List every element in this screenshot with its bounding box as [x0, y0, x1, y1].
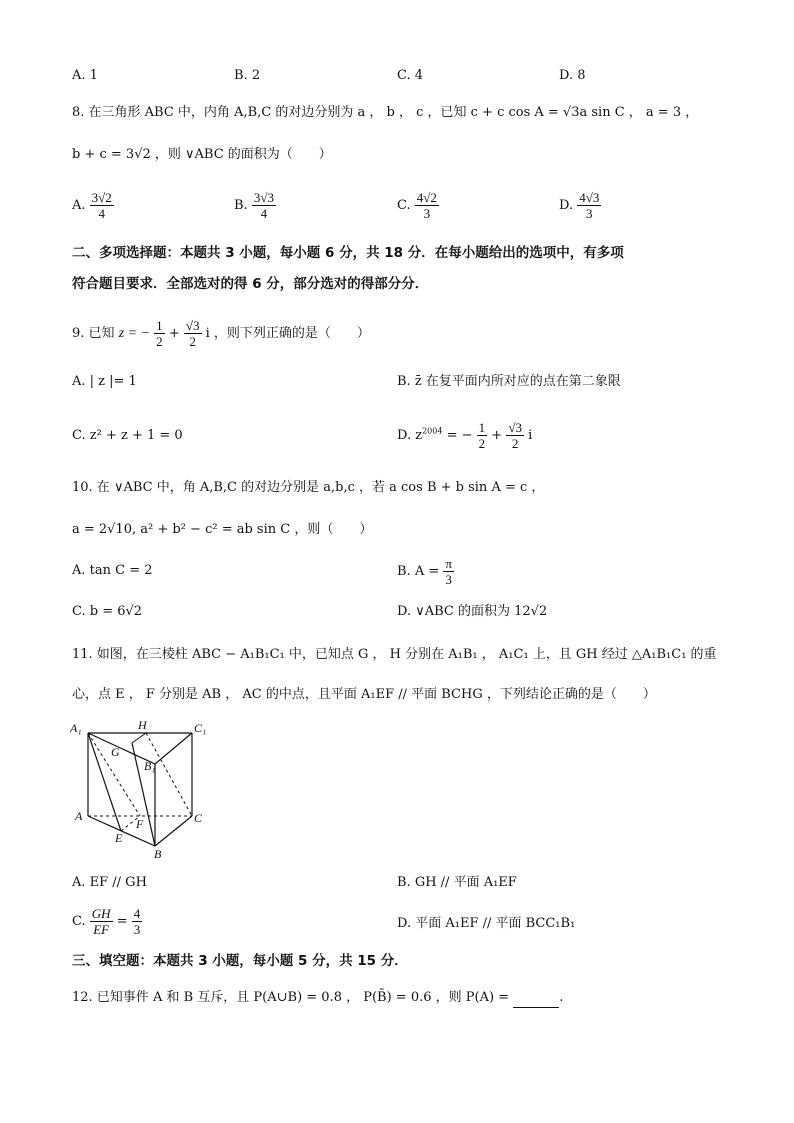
q9-fraction-1 [154, 318, 165, 349]
label-b1: B₁ [144, 759, 156, 773]
label-h: H [138, 718, 147, 732]
q8-b-den: 4 [260, 206, 268, 221]
q9-d-mid: = − [442, 428, 473, 443]
q10-b-prefix: B. A = [397, 564, 440, 579]
label-e: E [115, 831, 123, 845]
q8-option-a-fraction [90, 190, 114, 221]
q9-d-prefix: D. z [397, 428, 423, 443]
q11-c-den: EF [93, 922, 110, 937]
q10-b-den: 3 [445, 572, 452, 587]
q8-stem-line1: 8. 在三角形 ABC 中，内角 A,B,C 的对边分别为 a ， b ， c ，已知 c + c cos A = √3a sin C ， a = 3 ， [72, 105, 699, 120]
q11-c-fraction-1 [90, 906, 113, 937]
q8-option-b [234, 190, 276, 221]
q9-option-a: A. | z |= 1 [72, 374, 137, 389]
q8-option-a-label: A. [72, 198, 86, 213]
q9-stem [72, 318, 370, 349]
q8-option-b-fraction [252, 190, 276, 221]
q11-option-a: A. EF // GH [72, 875, 147, 890]
q10-stem-line2: a = 2√10, a² + b² − c² = ab sin C ，则（ ） [72, 522, 373, 537]
q9-d-fraction-1 [477, 420, 488, 451]
q9-d-f1-num: 1 [478, 420, 486, 435]
label-c: C [194, 811, 203, 825]
q11-option-b: B. GH // 平面 A₁EF [397, 875, 517, 890]
label-a1: A₁ [70, 721, 82, 735]
q9-prefix: 9. 已知 [72, 326, 115, 341]
q8-option-d-fraction [577, 190, 601, 221]
q8-d-num: 4√3 [579, 190, 600, 205]
q8-option-d [559, 190, 601, 221]
q8-d-den: 3 [586, 206, 593, 221]
q12-prefix: 12. 已知事件 A 和 B 互斥，且 P(A∪B) = 0.8 ， P(B̄) = 0.6 ，则 P(A) = [72, 990, 510, 1005]
q9-d-f2-num: √3 [508, 420, 522, 435]
q8-option-a [72, 190, 114, 221]
q7-option-a: A. 1 [72, 68, 98, 83]
q8-a-den: 4 [98, 206, 105, 221]
q11-c-num: GH [91, 906, 111, 921]
q9-d-plus: + [491, 428, 503, 443]
q7-option-d: D. 8 [559, 68, 586, 83]
q10-stem-line1: 10. 在 ∨ABC 中，角 A,B,C 的对边分别是 a,b,c ，若 a cos B + b sin A = c ， [72, 480, 545, 495]
label-b: B [154, 847, 162, 861]
q8-option-c-label: C. [397, 198, 411, 213]
q8-b-num: 3√3 [253, 190, 274, 205]
q10-b-fraction [443, 556, 454, 587]
q9-d-f1-den: 2 [478, 436, 486, 451]
q9-fraction-2 [184, 318, 202, 349]
q8-stem-line2: b + c = 3√2 ，则 ∨ABC 的面积为（ ） [72, 147, 332, 162]
q11-c-eq: = [116, 914, 128, 929]
label-c1: C₁ [194, 721, 207, 735]
edge-b-c [155, 816, 192, 846]
q9-option-b: B. z̄ 在复平面内所对应的点在第二象限 [397, 374, 621, 389]
q11-option-d: D. 平面 A₁EF // 平面 BCC₁B₁ [397, 916, 576, 931]
q8-a-num: 3√2 [91, 190, 112, 205]
q8-option-b-label: B. [234, 198, 248, 213]
q11-c-den2: 3 [133, 922, 141, 937]
q8-c-num: 4√2 [416, 190, 437, 205]
q11-option-c [72, 906, 142, 937]
q9-f1-den: 2 [156, 334, 163, 349]
section3-heading: 三、填空题：本题共 3 小题，每小题 5 分，共 15 分． [72, 953, 408, 969]
label-f: F [136, 817, 144, 831]
q9-d-suffix: i [528, 428, 533, 443]
q8-option-c-fraction [415, 190, 439, 221]
q8-option-d-label: D. [559, 198, 574, 213]
q12-suffix: . [559, 990, 564, 1005]
q9-d-exponent: 2004 [422, 426, 443, 436]
q9-f2-den: 2 [189, 334, 196, 349]
q9-d-f2-den: 2 [511, 436, 519, 451]
q11-c-fraction-2 [132, 906, 143, 937]
segment-g-h [132, 733, 146, 743]
q8-option-c [397, 190, 439, 221]
q11-stem-line1: 11. 如图，在三棱柱 ABC − A₁B₁C₁ 中，已知点 G ， H 分别在 A₁B₁ ， A₁C₁ 上，且 GH 经过 △A₁B₁C₁ 的重 [72, 647, 717, 662]
section2-heading-line1: 二、多项选择题：本题共 3 小题，每小题 6 分，共 18 分．在每小题给出的选项中，有多项 [72, 245, 624, 261]
label-a: A [75, 809, 83, 823]
q11-c-num2: 4 [133, 906, 141, 921]
q9-d-fraction-2 [506, 420, 524, 451]
q9-suffix: i ，则下列正确的是（ ） [205, 326, 370, 341]
q7-option-c: C. 4 [397, 68, 424, 83]
segment-h-c [146, 733, 192, 816]
prism-figure [70, 718, 220, 863]
q9-option-d [397, 420, 532, 451]
q10-option-c: C. b = 6√2 [72, 604, 143, 619]
q10-b-num: π [445, 556, 452, 571]
q10-option-d: D. ∨ABC 的面积为 12√2 [397, 604, 548, 619]
q9-f2-num: √3 [185, 318, 200, 333]
section2-heading-line2: 符合题目要求．全部选对的得 6 分，部分选对的得部分分． [72, 276, 429, 292]
q12-answer-blank[interactable] [513, 993, 559, 1008]
label-g: G [111, 745, 120, 759]
q9-plus: + [168, 326, 180, 341]
q10-option-a: A. tan C = 2 [72, 563, 153, 578]
q9-option-c: C. z² + z + 1 = 0 [72, 428, 183, 443]
q7-option-b: B. 2 [234, 68, 261, 83]
q12-stem [72, 988, 563, 1008]
q11-stem-line2: 心，点 E ， F 分别是 AB ， AC 的中点，且平面 A₁EF // 平面 BCHG ，下列结论正确的是（ ） [72, 687, 656, 702]
q10-option-b [397, 556, 454, 587]
q11-c-prefix: C. [72, 914, 86, 929]
q9-expr-left: z = − [118, 326, 151, 341]
q8-c-den: 3 [423, 206, 431, 221]
q9-f1-num: 1 [156, 318, 163, 333]
